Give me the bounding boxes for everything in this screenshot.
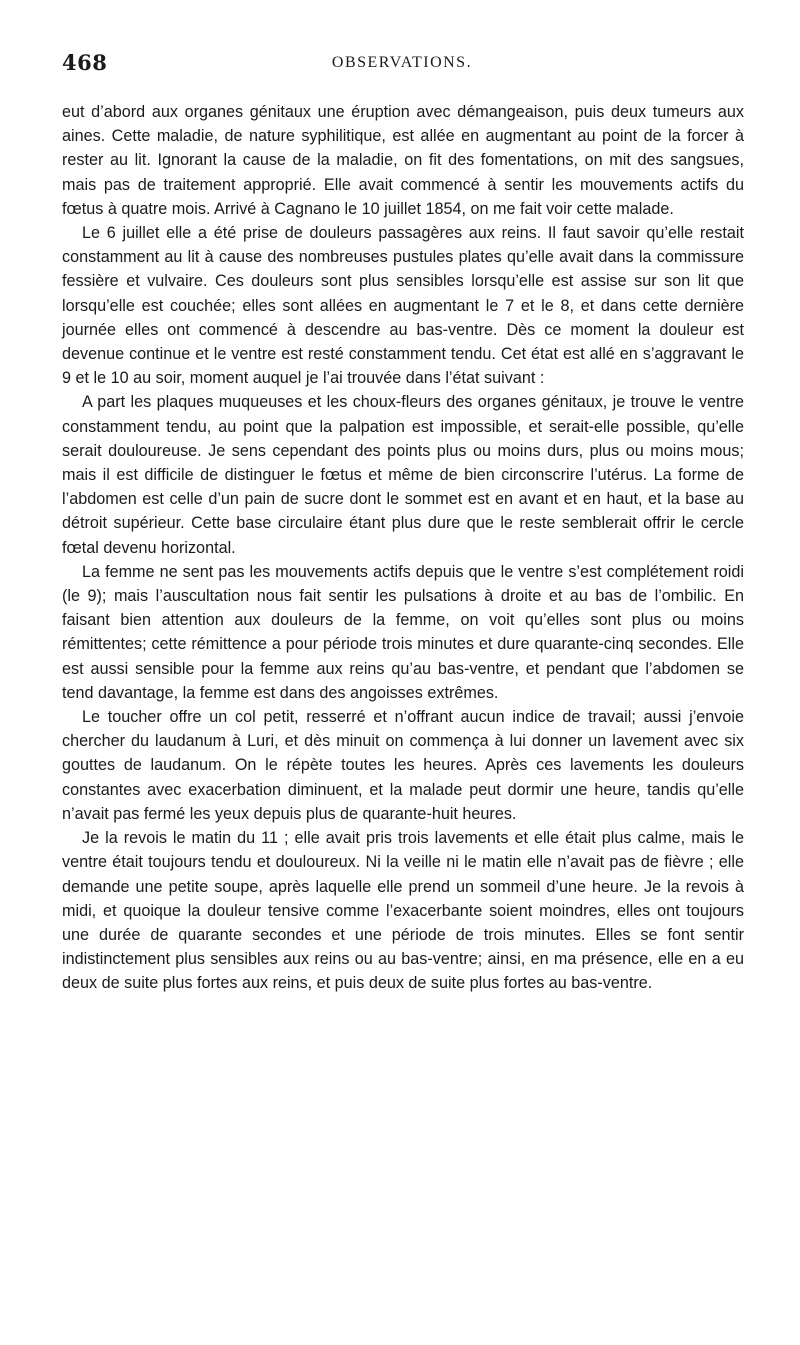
- paragraph: Le 6 juillet elle a été prise de douleurs passagères aux reins. Il faut savoir qu’elle restait constamment au lit à cause des nombreuses pustules plates qu’elle avait dans la commissure fessière et vulvaire. Ces douleurs sont plus sensibles lorsqu’elle est assise sur son lit que lorsqu’elle est couchée; elles sont allées en augmentant le 7 et le 8, et dans cette dernière journée elles ont commencé à descendre au bas-ventre. Dès ce moment la douleur est devenue continue et le ventre est resté constamment tendu. Cet état est allé en s’aggravant le 9 et le 10 au soir, moment auquel je l’ai trouvée dans l’état suivant :: [62, 224, 744, 388]
- paragraph: Je la revois le matin du 11 ; elle avait pris trois lavements et elle était plus calme, mais le ventre était toujours tendu et douloureux. Ni la veille ni le matin elle n’avait pas de fièvre ; elle demande une petite soupe, après laquelle elle prend un sommeil d’une heure. Je la revois à midi, et quoique la douleur tensive comme l’exacerbante soient moindres, elles ont toujours une durée de quarante secondes et une période de trois minutes. Elles se font sentir indistinctement plus sensibles aux reins ou au bas-ventre; ainsi, en ma présence, elle en a eu deux de suite plus fortes aux reins, et puis deux de suite plus fortes au bas-ventre.: [62, 829, 744, 993]
- paragraph: A part les plaques muqueuses et les choux-fleurs des organes génitaux, je trouve le ventre constamment tendu, au point que la palpation est impossible, et serait-elle possible, qu’elle serait douloureuse. Je sens cependant des points plus ou moins durs, plus ou moins mous; mais il est difficile de distinguer le fœtus et même de bien circonscrire l’utérus. La forme de l’abdomen est celle d’un pain de sucre dont le sommet est en avant et en haut, et la base au détroit supérieur. Cette base circulaire étant plus dure que le reste semblerait offrir le cercle fœtal devenu horizontal.: [62, 393, 744, 557]
- paragraph: La femme ne sent pas les mouvements actifs depuis que le ventre s’est complétement roidi (le 9); mais l’auscultation nous fait sentir les pulsations à droite et au bas de l’ombilic. En faisant bien attention aux douleurs de la femme, on voit qu’elles sont plus ou moins rémittentes; cette rémittence a pour période trois minutes et dure quarante-cinq secondes. Elle est aussi sensible pour la femme aux reins qu’au bas-ventre, et pendant que l’abdomen se tend davantage, la femme est dans des angoisses extrêmes.: [62, 562, 744, 702]
- page-number: 468: [62, 50, 108, 75]
- paragraph: eut d’abord aux organes génitaux une éruption avec démangeaison, puis deux tumeurs aux aines. Cette maladie, de nature syphilitique, est allée en augmentant au point de la forcer à rester au lit. Ignorant la cause de la maladie, on fit des fomentations, on mit des sangsues, mais pas de traitement approprié. Elle avait commencé à sentir les mouvements actifs du fœtus à quatre mois. Arrivé à Cagnano le 10 juillet 1854, on me fait voir cette malade.: [62, 103, 744, 218]
- paragraph: Le toucher offre un col petit, resserré et n’offrant aucun indice de travail; aussi j’envoie chercher du laudanum à Luri, et dès minuit on commença à lui donner un lavement avec six gouttes de laudanum. On le répète toutes les heures. Après ces lavements les douleurs constantes avec exacerbation diminuent, et la malade peut dormir une heure, tandis qu’elle n’avait pas fermé les yeux depuis plus de quarante-huit heures.: [62, 708, 744, 823]
- running-title: OBSERVATIONS.: [331, 54, 473, 71]
- body-text: [62, 100, 744, 996]
- page-header: [62, 50, 742, 82]
